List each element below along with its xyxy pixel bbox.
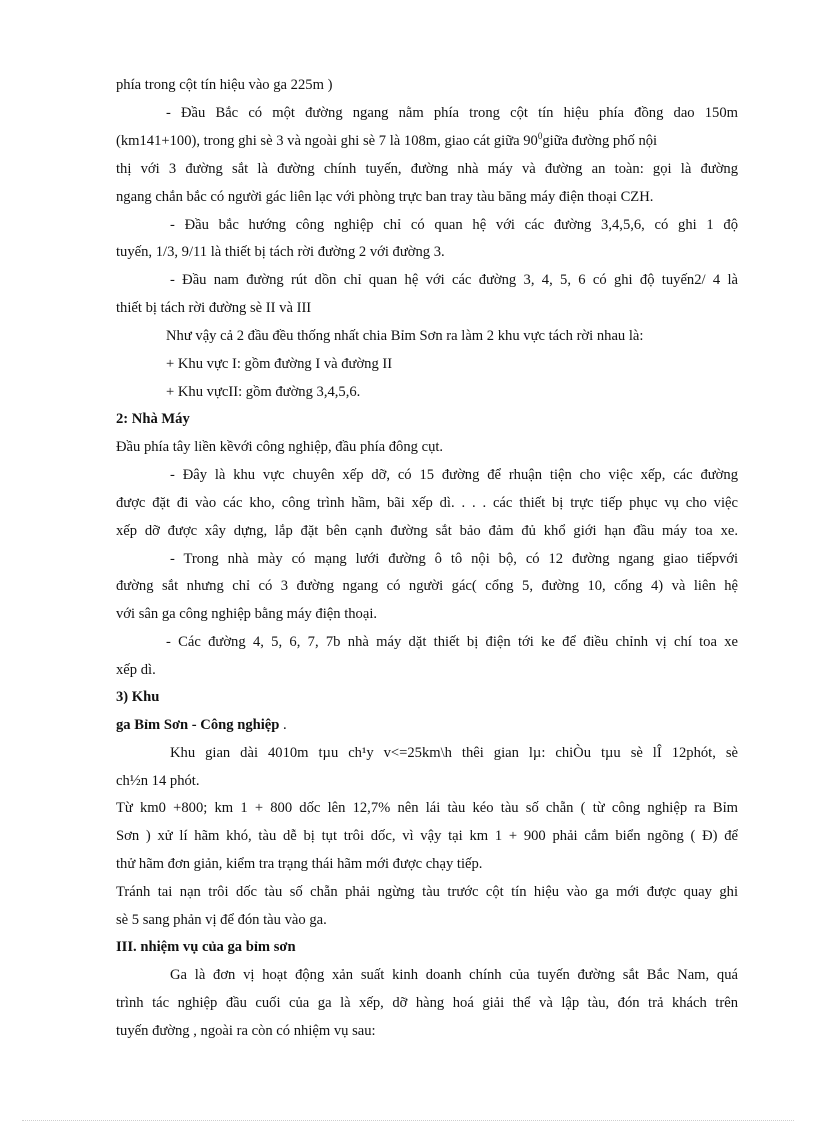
heading-period: . [283,717,287,733]
text-line: xếp dỡ được xây dựng, lắp đặt bên cạnh đường sắt bảo đảm đủ khổ giới hạn đầu máy toa xe. [116,523,738,539]
text-line [116,132,738,150]
text-line: - Đầu nam đường rút dồn chỉ quan hệ với các đường 3, 4, 5, 6 có ghi độ tuyến2/ 4 là [170,272,738,288]
text-line: tuyến đường , ngoài ra còn có nhiệm vụ sau: [116,1023,376,1039]
text-line: Sơn ) xử lí hãm khó, tàu dễ bị tụt trôi dốc, vì vậy tại km 1 + 900 phải cắm biển ngõng ( Đ) để [116,828,738,844]
text-line: ch½n 14 phót. [116,773,200,789]
text-line: + Khu vựcII: gồm đường 3,4,5,6. [166,384,361,400]
text-line: Ga là đơn vị hoạt động xản suất kinh doanh chính của tuyến đường sắt Bắc Nam, quá [170,967,738,983]
text-line: trình tác nghiệp đầu cuối của ga là xếp, dỡ hàng hoá giải thể và lập tàu, đón trả khách trên [116,995,738,1011]
heading-text: ga Bỉm Sơn - Công nghiệp [116,717,280,733]
text-line: thị với 3 đường sắt là đường chính tuyến, đường nhà máy và đường an toàn: gọi là đường [116,161,738,177]
text-line: phía trong cột tín hiệu vào ga 225m ) [116,77,333,93]
section-heading: 3) Khu [116,689,160,705]
text-line: - Trong nhà mày có mạng lưới đường ô tô nội bộ, có 12 đường ngang giao tiếpvới [170,551,738,567]
text-line: Đầu phía tây liền kềvới công nghiệp, đầu phía đông cụt. [116,439,444,455]
text-line: sè 5 sang phản vị để đón tàu vào ga. [116,912,327,928]
text-line: - Đầu bắc hướng công nghiệp chỉ có quan hệ với các đường 3,4,5,6, có ghi 1 độ [170,217,738,233]
text-line: Từ km0 +800; km 1 + 800 dốc lên 12,7% nên lái tàu kéo tàu số chẵn ( từ công nghiệp ra Bỉm [116,800,738,816]
text-run: giữa đường phố nội [542,133,658,149]
text-line: + Khu vực I: gồm đường I và đường II [166,356,393,372]
superscript-degree: 0 [537,131,543,142]
text-line: đường sắt nhưng chỉ có 3 đường ngang có người gác( cổng 5, đường 10, cổng 4) và liên hệ [116,578,738,594]
section-heading: 2: Nhà Máy [116,411,190,427]
text-line: - Đầu Bắc có một đường ngang nằm phía trong cột tín hiệu phía đồng dao 150m [166,105,738,121]
text-line: tuyến, 1/3, 9/11 là thiết bị tách rời đường 2 với đường 3. [116,244,445,260]
text-line: Như vậy cả 2 đầu đều thống nhất chia Bỉm Sơn ra làm 2 khu vực tách rời nhau là: [166,328,644,344]
text-line: - Các đường 4, 5, 6, 7, 7b nhà máy dặt thiết bị điện tới ke để điều chỉnh vị chí toa xe [166,634,738,650]
text-line: ngang chắn bắc có người gác liên lạc với phòng trực ban tray tàu băng máy điện thoại CZH. [116,189,654,205]
text-line: - Đây là khu vực chuyên xếp dỡ, có 15 đường để rhuận tiện cho việc xếp, các đường [170,467,738,483]
text-line: thử hãm đơn giản, kiểm tra trạng thái hãm mới được chạy tiếp. [116,856,483,872]
text-line: thiết bị tách rời đường sè II và III [116,300,312,316]
text-line: với sân ga công nghiệp bằng máy điện thoại. [116,606,378,622]
text-line: được đặt đi vào các kho, công trình hầm, bãi xếp dì. . . . các thiết bị trực tiếp phục vụ cho việc [116,495,738,511]
section-heading: III. nhiệm vụ của ga bỉm sơn [116,939,296,955]
page-bottom-rule [22,1120,794,1121]
text-line: Khu gian dài 4010m tµu ch¹y v<=25km\h thêi gian lµ: chiÒu tµu sè lÎ 12phót, sè [170,745,738,761]
section-heading [116,716,287,734]
text-run: (km141+100), trong ghi sè 3 và ngoài ghi sè 7 là 108m, giao cát giữa 90 [116,133,538,149]
text-line: xếp dì. [116,662,156,678]
text-line: Tránh tai nạn trôi dốc tàu số chẵn phải ngừng tàu trước cột tín hiệu vào ga mới được quay ghi [116,884,738,900]
